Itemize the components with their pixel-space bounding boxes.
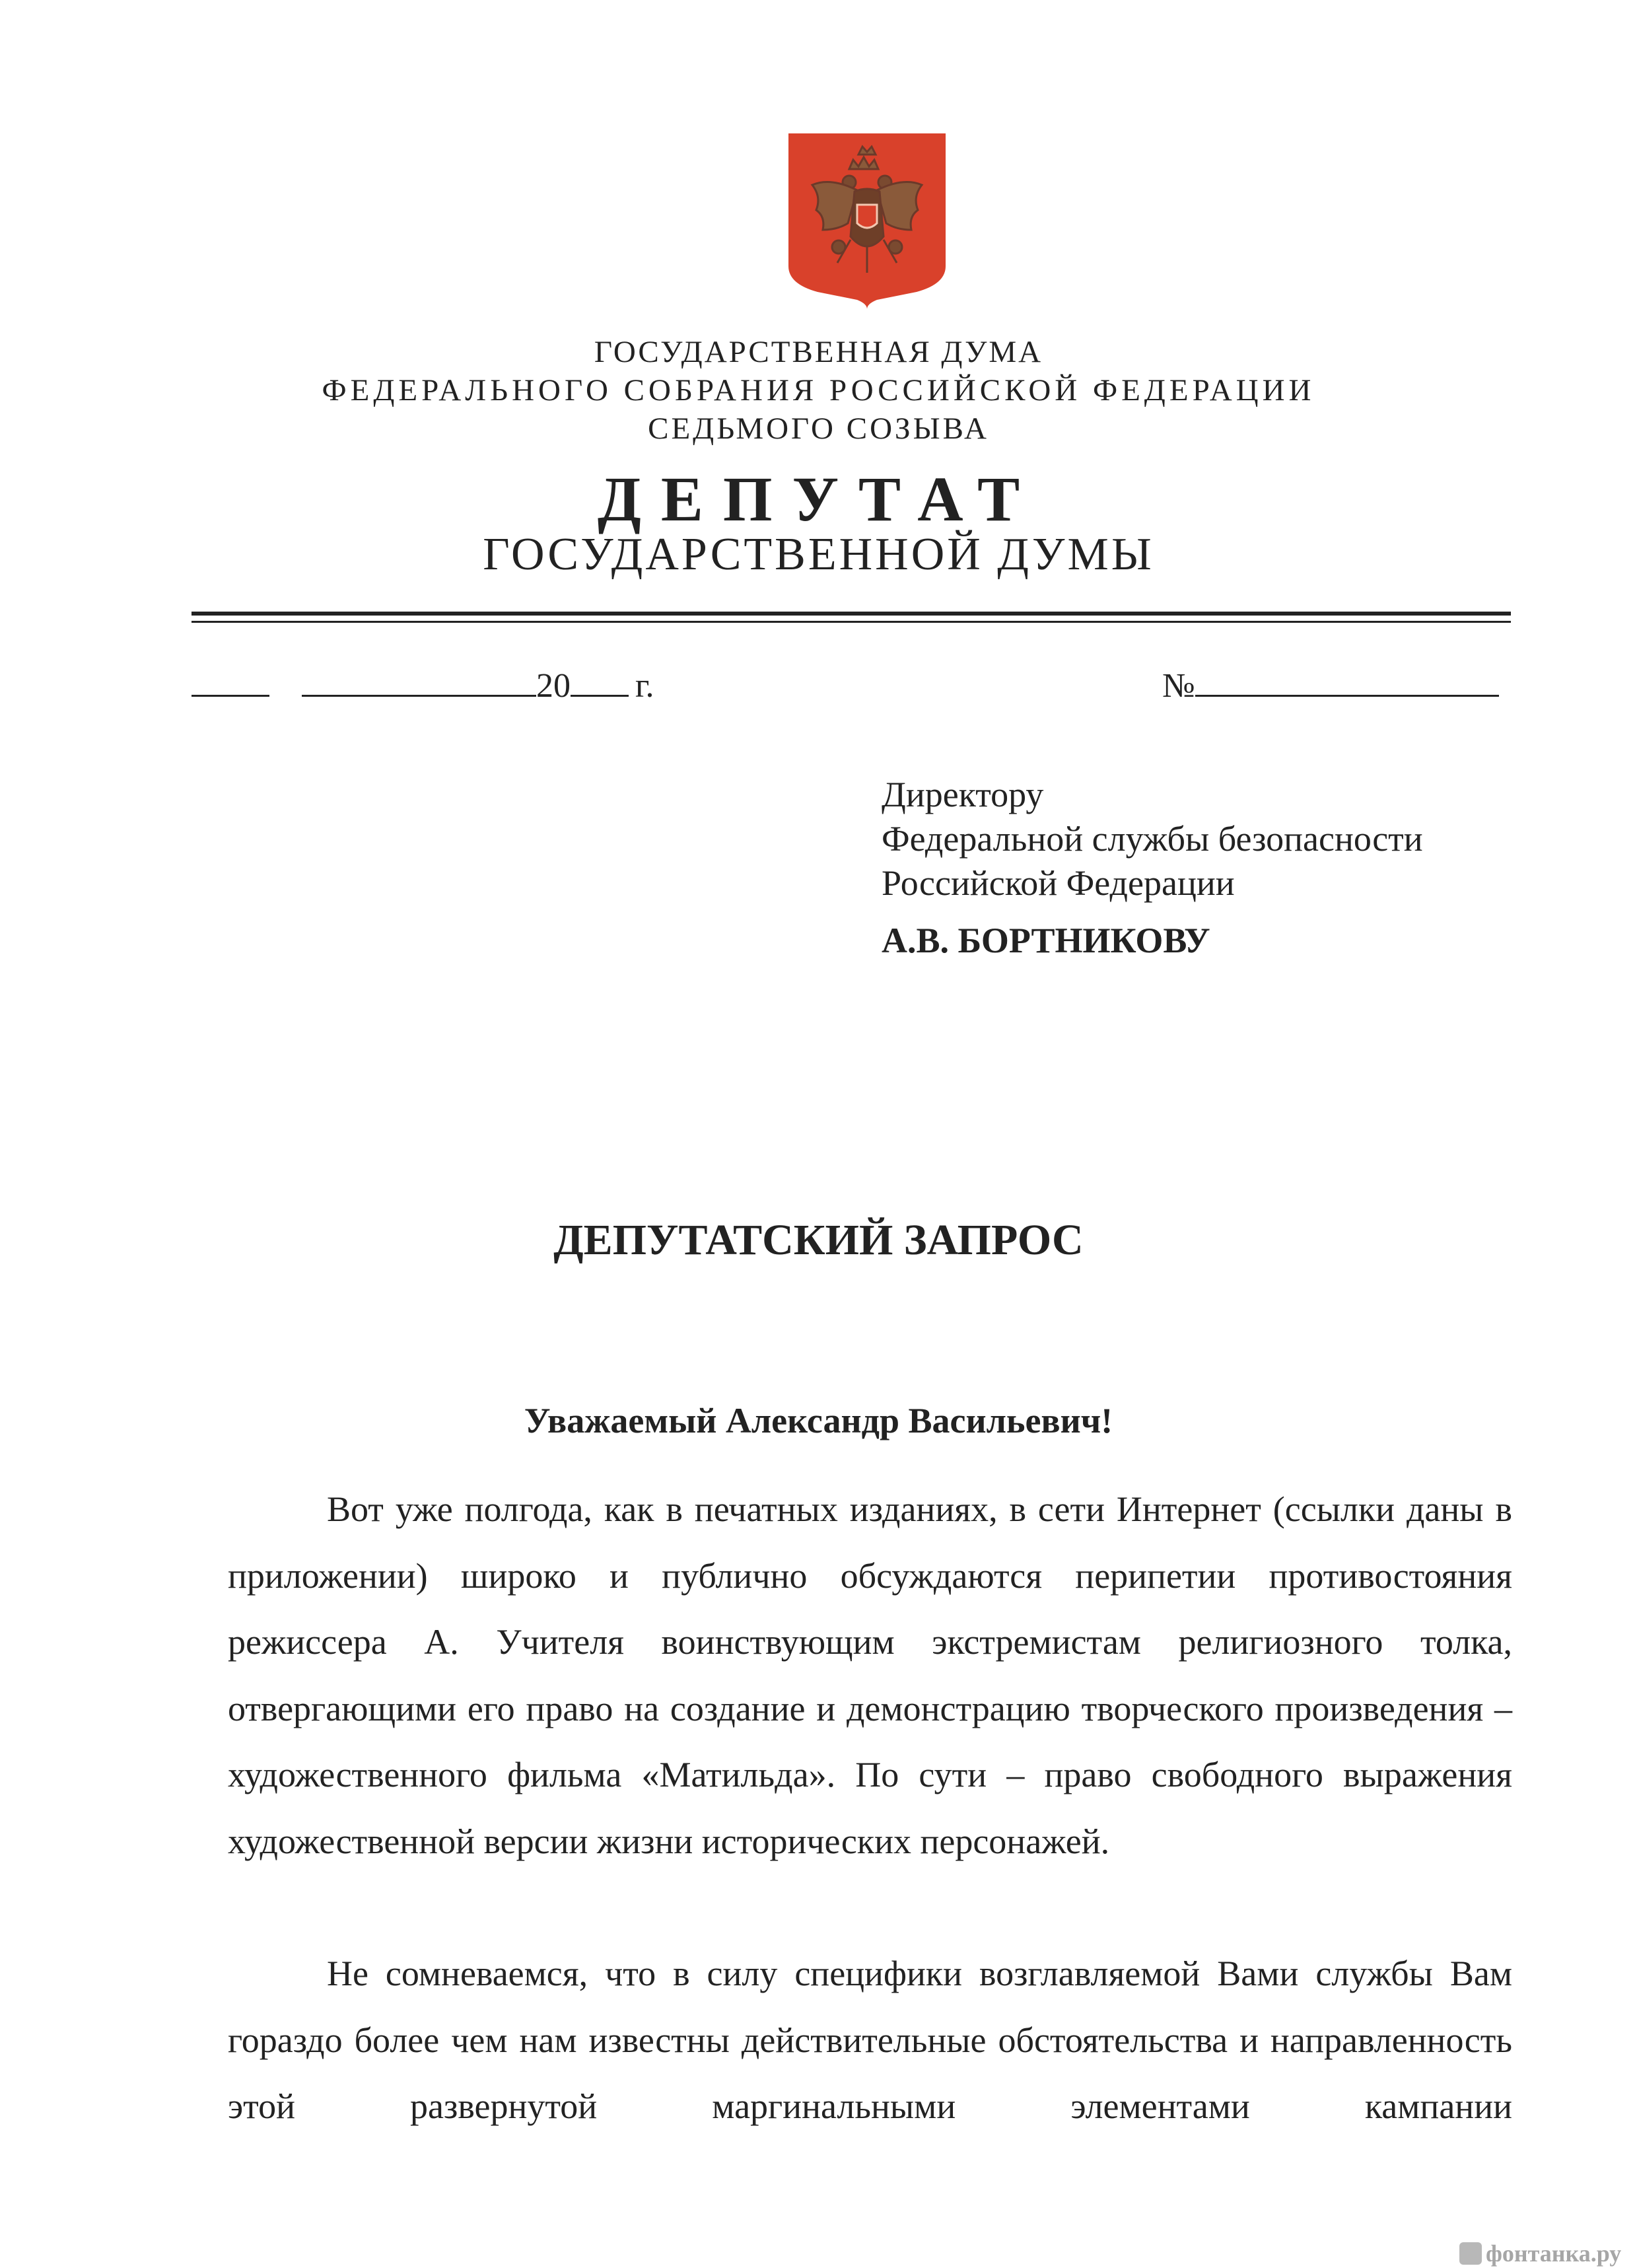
addressee-line2: Федеральной службы безопасности xyxy=(882,819,1423,859)
header-line-state-duma: ГОСУДАРСТВЕННАЯ ДУМА xyxy=(594,335,1043,369)
addressee-name: А.В. БОРТНИКОВУ xyxy=(882,921,1210,960)
paragraph-2: Не сомневаемся, что в силу специфики возглавляемой Вами службы Вам гораздо более чем нам известны действительные обстоятельства и направленность этой развернутой маргинальными элементами кампании xyxy=(228,1954,1512,2126)
document-title: ДЕПУТАТСКИЙ ЗАПРОС xyxy=(553,1216,1084,1264)
date-field xyxy=(192,660,654,705)
header-line-convocation: СЕДЬМОГО СОЗЫВА xyxy=(648,411,989,446)
number-blank xyxy=(1195,660,1499,697)
day-blank xyxy=(192,660,269,697)
fontanka-logo-icon xyxy=(1459,2242,1482,2265)
watermark-text: фонтанка.ру xyxy=(1486,2240,1622,2267)
coat-of-arms-emblem xyxy=(784,131,950,309)
header-duma: ГОСУДАРСТВЕННОЙ ДУМЫ xyxy=(483,529,1154,580)
year-blank xyxy=(571,660,629,697)
paragraph-1: Вот уже полгода, как в печатных изданиях, в сети Интернет (ссылки даны в приложении) широко и публично обсуждаются перипетии противостояния режиссера А. Учителя воинствующим экстремистам религиозного толка, отвергающими его право на создание и демонстрацию творческого произведения – художественного фильма «Матильда». По сути – право свободного выражения художественной версии жизни исторических персонажей. xyxy=(228,1489,1512,1861)
header-deputy: ДЕПУТАТ xyxy=(597,464,1040,534)
addressee-block xyxy=(882,773,1423,963)
number-field xyxy=(1162,660,1499,705)
fontanka-watermark xyxy=(1459,2242,1621,2265)
addressee-line1: Директору xyxy=(882,775,1044,814)
year-suffix: г. xyxy=(635,667,654,705)
greeting: Уважаемый Александр Васильевич! xyxy=(524,1401,1113,1440)
number-label: № xyxy=(1162,667,1195,705)
header-line-federal-assembly: ФЕДЕРАЛЬНОГО СОБРАНИЯ РОССИЙСКОЙ ФЕДЕРАЦИИ xyxy=(322,373,1315,408)
header-rule-thin xyxy=(192,621,1511,623)
addressee-line3: Российской Федерации xyxy=(882,863,1235,903)
year-prefix: 20 xyxy=(536,667,571,705)
header-rule-thick xyxy=(192,612,1511,616)
month-blank xyxy=(302,660,536,697)
